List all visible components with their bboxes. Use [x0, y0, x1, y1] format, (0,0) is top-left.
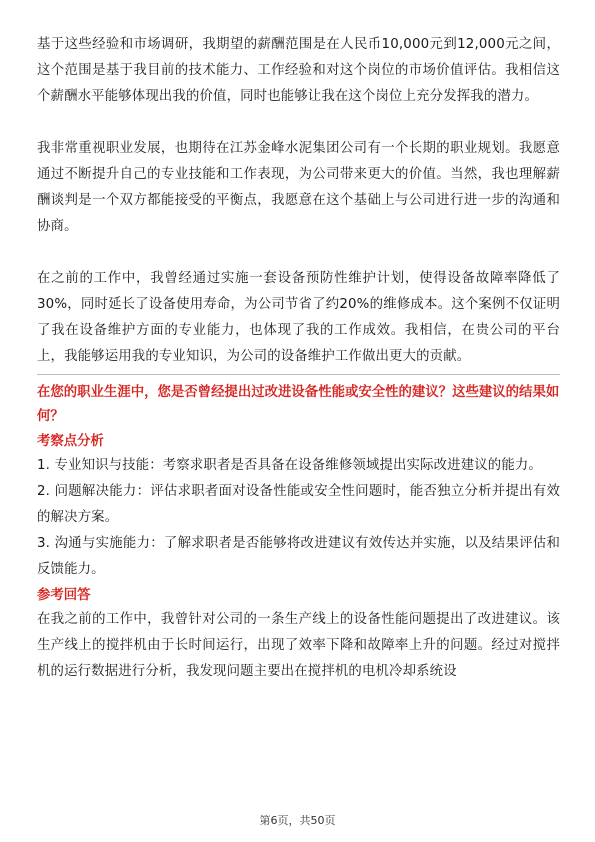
analysis-item: 1. 专业知识与技能：考察求职者是否具备在设备维修领域提出实际改进建议的能力。 [37, 458, 542, 473]
answer-title: 参考回答 [37, 588, 91, 603]
paragraph-gap [37, 240, 560, 266]
analysis-list [37, 453, 560, 583]
interview-question: 在您的职业生涯中，您是否曾经提出过改进设备性能或安全性的建议？这些建议的结果如何？ [37, 385, 560, 424]
paragraph-career: 我非常重视职业发展，也期待在江苏金峰水泥集团公司有一个长期的职业规划。我愿意通过不断提升自己的专业技能和工作表现，为公司带来更大的价值。当然，我也理解薪酬谈判是一个双方都能接受的平衡点，我愿意在这个基础上与公司进行进一步的沟通和协商。 [37, 141, 560, 234]
analysis-item: 2. 问题解决能力：评估求职者面对设备性能或安全性问题时，能否独立分析并提出有效的解决方案。 [37, 484, 560, 525]
analysis-title: 考察点分析 [37, 434, 104, 449]
paragraph-salary: 基于这些经验和市场调研，我期望的薪酬范围是在人民币10,000元到12,000元之间，这个范围是基于我目前的技术能力、工作经验和对这个岗位的市场价值评估。我相信这个薪酬水平能够体现出我的价值，同时也能够让我在这个岗位上充分发挥我的潜力。 [37, 37, 560, 104]
analysis-item: 3. 沟通与实施能力：了解求职者是否能够将改进建议有效传达并实施，以及结果评估和反馈能力。 [37, 536, 560, 577]
answer-text: 在我之前的工作中，我曾针对公司的一条生产线上的设备性能问题提出了改进建议。该生产线上的搅拌机由于长时间运行，出现了效率下降和故障率上升的问题。经过对搅拌机的运行数据进行分析，我发现问题主要出在搅拌机的电机冷却系统设 [37, 612, 560, 679]
section-divider [37, 374, 560, 375]
page-number: 第6页，共50页 [259, 814, 336, 827]
paragraph-gap [37, 110, 560, 136]
paragraph-case: 在之前的工作中，我曾经通过实施一套设备预防性维护计划，使得设备故障率降低了30%，同时延长了设备使用寿命，为公司节省了约20%的维修成本。这个案例不仅证明了我在设备维护方面的专业能力，也体现了我的工作成效。我相信，在贵公司的平台上，我能够运用我的专业知识，为公司的设备维护工作做出更大的贡献。 [37, 271, 560, 364]
document-page [37, 32, 560, 685]
